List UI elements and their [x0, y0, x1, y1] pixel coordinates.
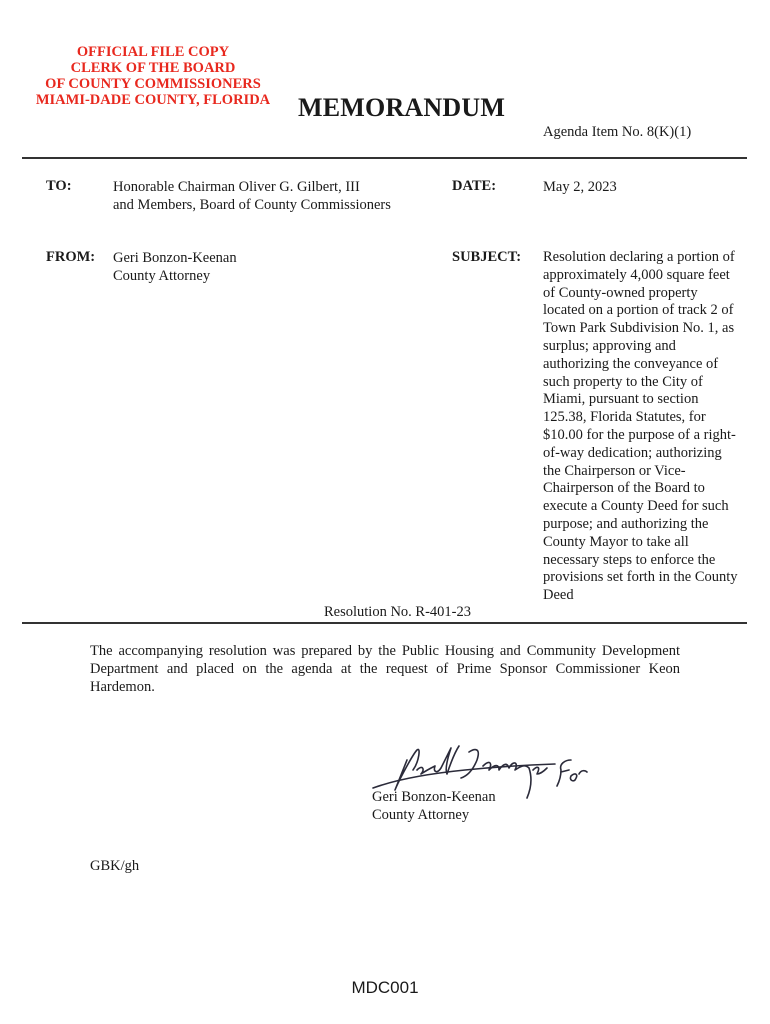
subject-line: Chairperson of the Board to [543, 480, 705, 497]
signatory-name: Geri Bonzon-Keenan [372, 789, 496, 805]
date-label: DATE: [452, 178, 497, 194]
subject-line: $10.00 for the purpose of a right- [543, 426, 736, 443]
subject-text [543, 249, 751, 605]
subject-line: approximately 4,000 square feet [543, 266, 730, 283]
subject-line: Town Park Subdivision No. 1, as [543, 320, 735, 337]
from-line: Geri Bonzon-Keenan [113, 250, 237, 266]
subject-line: provisions set forth in the County [543, 569, 738, 586]
page-identifier: MDC001 [351, 978, 419, 997]
subject-line: purpose; and authorizing the [543, 515, 709, 532]
stamp-line: CLERK OF THE BOARD [70, 60, 236, 76]
subject-line: Deed [543, 587, 574, 604]
subject-line: Resolution declaring a portion of [543, 249, 735, 265]
subject-line: 125.38, Florida Statutes, for [543, 409, 706, 426]
from-sender [113, 249, 237, 285]
reference-initials: GBK/gh [90, 858, 140, 874]
subject-label: SUBJECT: [452, 249, 522, 265]
subject-line: located on a portion of track 2 of [543, 302, 734, 319]
header-divider [22, 157, 747, 159]
subject-line: execute a County Deed for such [543, 498, 729, 515]
subject-line: the Chairperson or Vice- [543, 462, 686, 479]
to-line: Honorable Chairman Oliver G. Gilbert, III [113, 179, 360, 195]
memo-title: MEMORANDUM [298, 93, 506, 122]
stamp-line: OF COUNTY COMMISSIONERS [45, 76, 261, 92]
from-line: County Attorney [113, 268, 211, 284]
date-value: May 2, 2023 [543, 179, 617, 195]
signature-block [372, 788, 496, 824]
section-divider [22, 622, 747, 624]
resolution-number: Resolution No. R-401-23 [324, 604, 472, 620]
subject-line: of County-owned property [543, 284, 698, 301]
stamp-line: MIAMI-DADE COUNTY, FLORIDA [35, 92, 271, 108]
subject-line: authorizing the conveyance of [543, 355, 719, 372]
subject-line: necessary steps to enforce the [543, 551, 716, 568]
from-label: FROM: [46, 249, 96, 265]
subject-line: Miami, pursuant to section [543, 391, 699, 408]
to-line: and Members, Board of County Commissioners [113, 197, 391, 213]
stamp-line: OFFICIAL FILE COPY [76, 44, 230, 60]
subject-line: surplus; approving and [543, 337, 676, 354]
signatory-title: County Attorney [372, 807, 470, 823]
official-file-copy-stamp [22, 44, 284, 108]
subject-line: such property to the City of [543, 373, 703, 390]
subject-line: County Mayor to take all [543, 533, 689, 550]
body-paragraph: The accompanying resolution was prepared by the Public Housing and Community Development Department and placed on the agenda at the request of Prime Sponsor Commissioner Keon Hardemon. [90, 643, 680, 695]
to-recipient [113, 178, 391, 214]
to-label: TO: [46, 178, 72, 194]
agenda-item-number: Agenda Item No. 8(K)(1) [543, 124, 692, 140]
subject-line: of-way dedication; authorizing [543, 444, 722, 461]
